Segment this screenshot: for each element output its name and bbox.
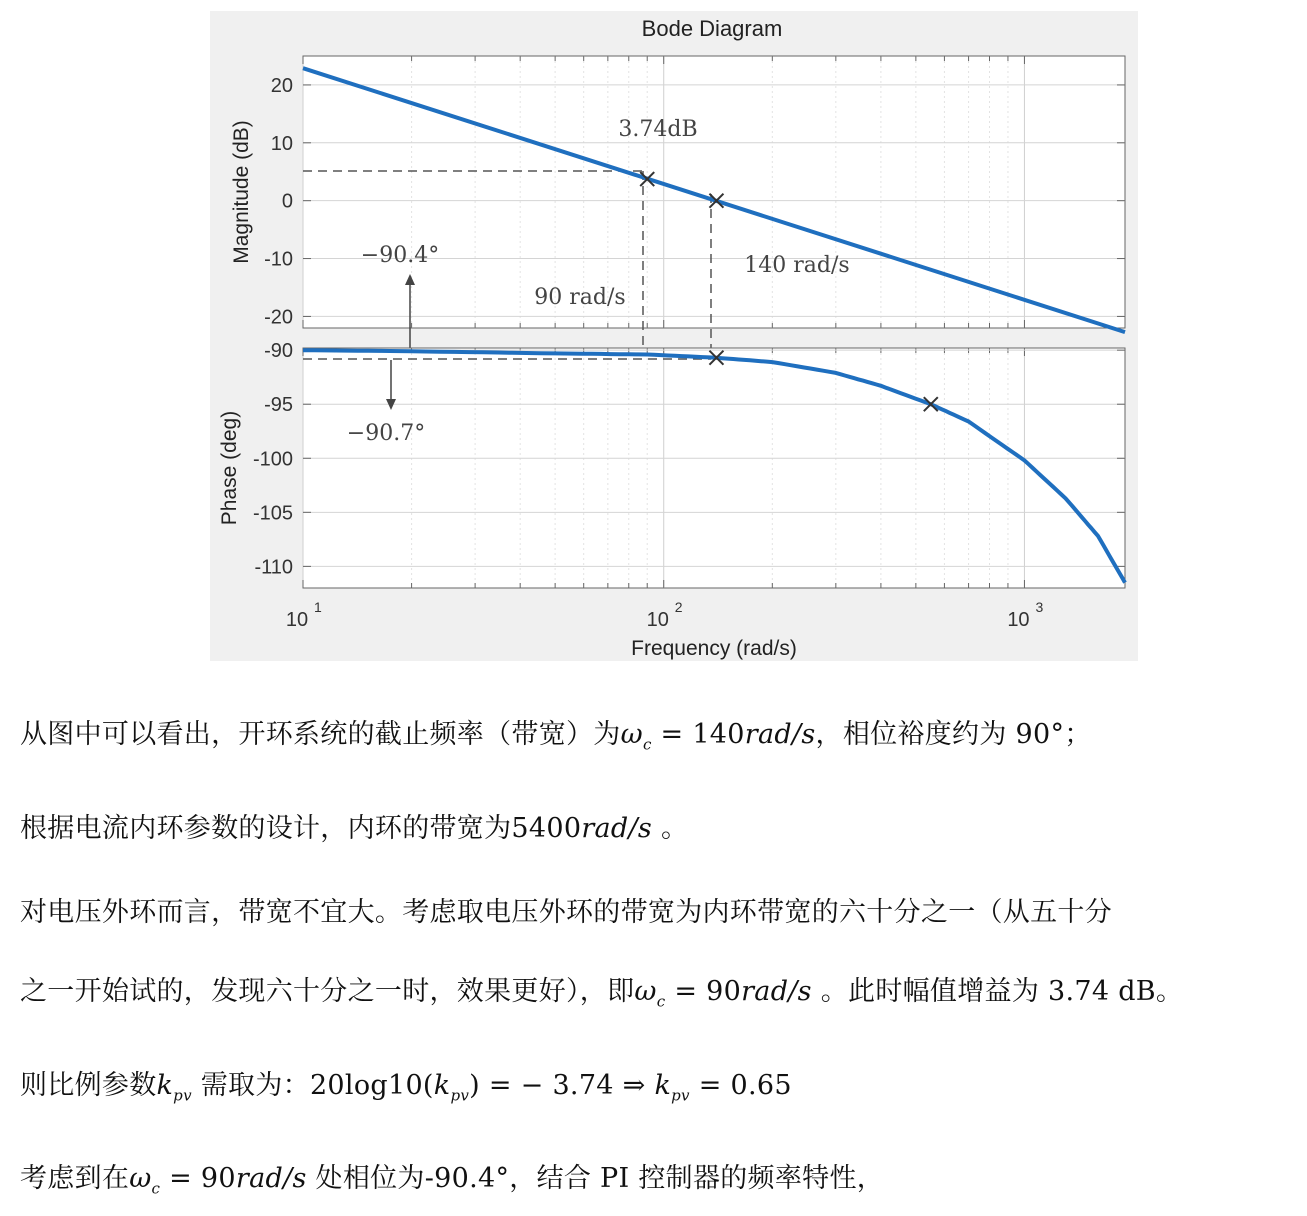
p1-omega-sub: c <box>642 735 652 754</box>
p4-value: = 90 <box>665 976 742 1007</box>
paragraph-4 <box>20 969 1183 1010</box>
p1-omega: ω <box>620 719 643 750</box>
y-tick-label: 10 <box>270 132 293 155</box>
p5-k2-sub: pv <box>450 1086 470 1105</box>
y-tick-label: -105 <box>252 502 293 525</box>
p4-text-a: 之一开始试的，发现六十分之一时，效果更好），即 <box>20 976 635 1007</box>
y-tick-label: -10 <box>264 248 293 271</box>
magnitude-axis-label: Magnitude (dB) <box>230 120 253 264</box>
p5-text-a: 则比例参数 <box>20 1070 157 1101</box>
paragraph-6 <box>20 1156 884 1197</box>
y-tick-label: -90 <box>264 340 293 363</box>
phase-plot-area <box>303 348 1125 588</box>
x-tick-exponent: 3 <box>1035 599 1044 615</box>
paragraph-2 <box>20 806 688 845</box>
p5-text-b: 需取为：20log10( <box>191 1070 434 1101</box>
p4-omega-sub: c <box>656 992 666 1011</box>
paragraph-5 <box>20 1063 792 1104</box>
p5-text-d: = 0.65 <box>689 1070 792 1101</box>
y-tick-label: -110 <box>254 556 293 579</box>
p2-unit: rad/s <box>581 813 653 844</box>
x-tick-label: 10 <box>1007 609 1030 631</box>
p6-omega-sub: c <box>151 1179 161 1198</box>
p1-value: = 140 <box>651 719 745 750</box>
annotation-90-rad-s: 90 rad/s <box>534 285 626 310</box>
p5-k-sub: pv <box>173 1086 192 1105</box>
annotation-140-rad-s: 140 rad/s <box>744 253 850 278</box>
x-tick-label: 10 <box>646 609 669 631</box>
p5-k3: k <box>654 1070 672 1101</box>
p6-text-c: 处相位为-90.4°，结合 PI 控制器的频率特性， <box>306 1163 885 1194</box>
y-tick-label: 0 <box>281 190 293 213</box>
y-tick-label: -100 <box>252 448 293 471</box>
p2-text-c: 。 <box>652 813 689 844</box>
p6-value: = 90 <box>160 1163 236 1194</box>
y-tick-label: 20 <box>270 74 293 97</box>
p2-text-a: 根据电流内环参数的设计，内环的带宽为5400 <box>20 813 582 844</box>
magnitude-panel <box>230 56 1125 358</box>
paragraph-3 <box>20 890 1112 929</box>
annotation-3.74db: 3.74dB <box>618 117 698 142</box>
y-tick-label: -95 <box>264 394 293 417</box>
p1-text-a: 从图中可以看出，开环系统的截止频率（带宽）为 <box>20 719 621 750</box>
p4-unit: rad/s <box>741 976 812 1007</box>
p1-text-c: ，相位裕度约为 90°； <box>815 719 1092 750</box>
p6-text-a: 考虑到在 <box>20 1163 130 1194</box>
p1-unit: rad/s <box>744 719 816 750</box>
p5-k3-sub: pv <box>671 1086 690 1105</box>
annotation-phase-90.4: −90.4° <box>360 243 440 268</box>
paragraph-1 <box>20 712 1092 753</box>
p4-text-c: 。此时幅值增益为 3.74 dB。 <box>811 976 1184 1007</box>
p6-unit: rad/s <box>235 1163 307 1194</box>
magnitude-plot-area <box>303 56 1125 328</box>
p5-k: k <box>156 1070 174 1101</box>
y-tick-label: -20 <box>264 306 293 329</box>
p5-text-c: ) = − 3.74 ⇒ <box>469 1070 655 1101</box>
figure-title: Bode Diagram <box>641 16 783 41</box>
x-tick-exponent: 1 <box>314 599 322 615</box>
p4-omega: ω <box>634 976 657 1007</box>
phase-axis-label: Phase (deg) <box>218 410 241 526</box>
x-tick-exponent: 2 <box>674 599 683 615</box>
x-tick-label: 10 <box>285 609 309 631</box>
frequency-axis-label: Frequency (rad/s) <box>631 637 797 660</box>
annotation-phase-90.7: −90.7° <box>346 421 426 446</box>
p5-k2: k <box>433 1070 451 1101</box>
p6-omega: ω <box>129 1163 152 1194</box>
p3-text: 对电压外环而言，带宽不宜大。考虑取电压外环的带宽为内环带宽的六十分之一（从五十分 <box>20 897 1112 928</box>
